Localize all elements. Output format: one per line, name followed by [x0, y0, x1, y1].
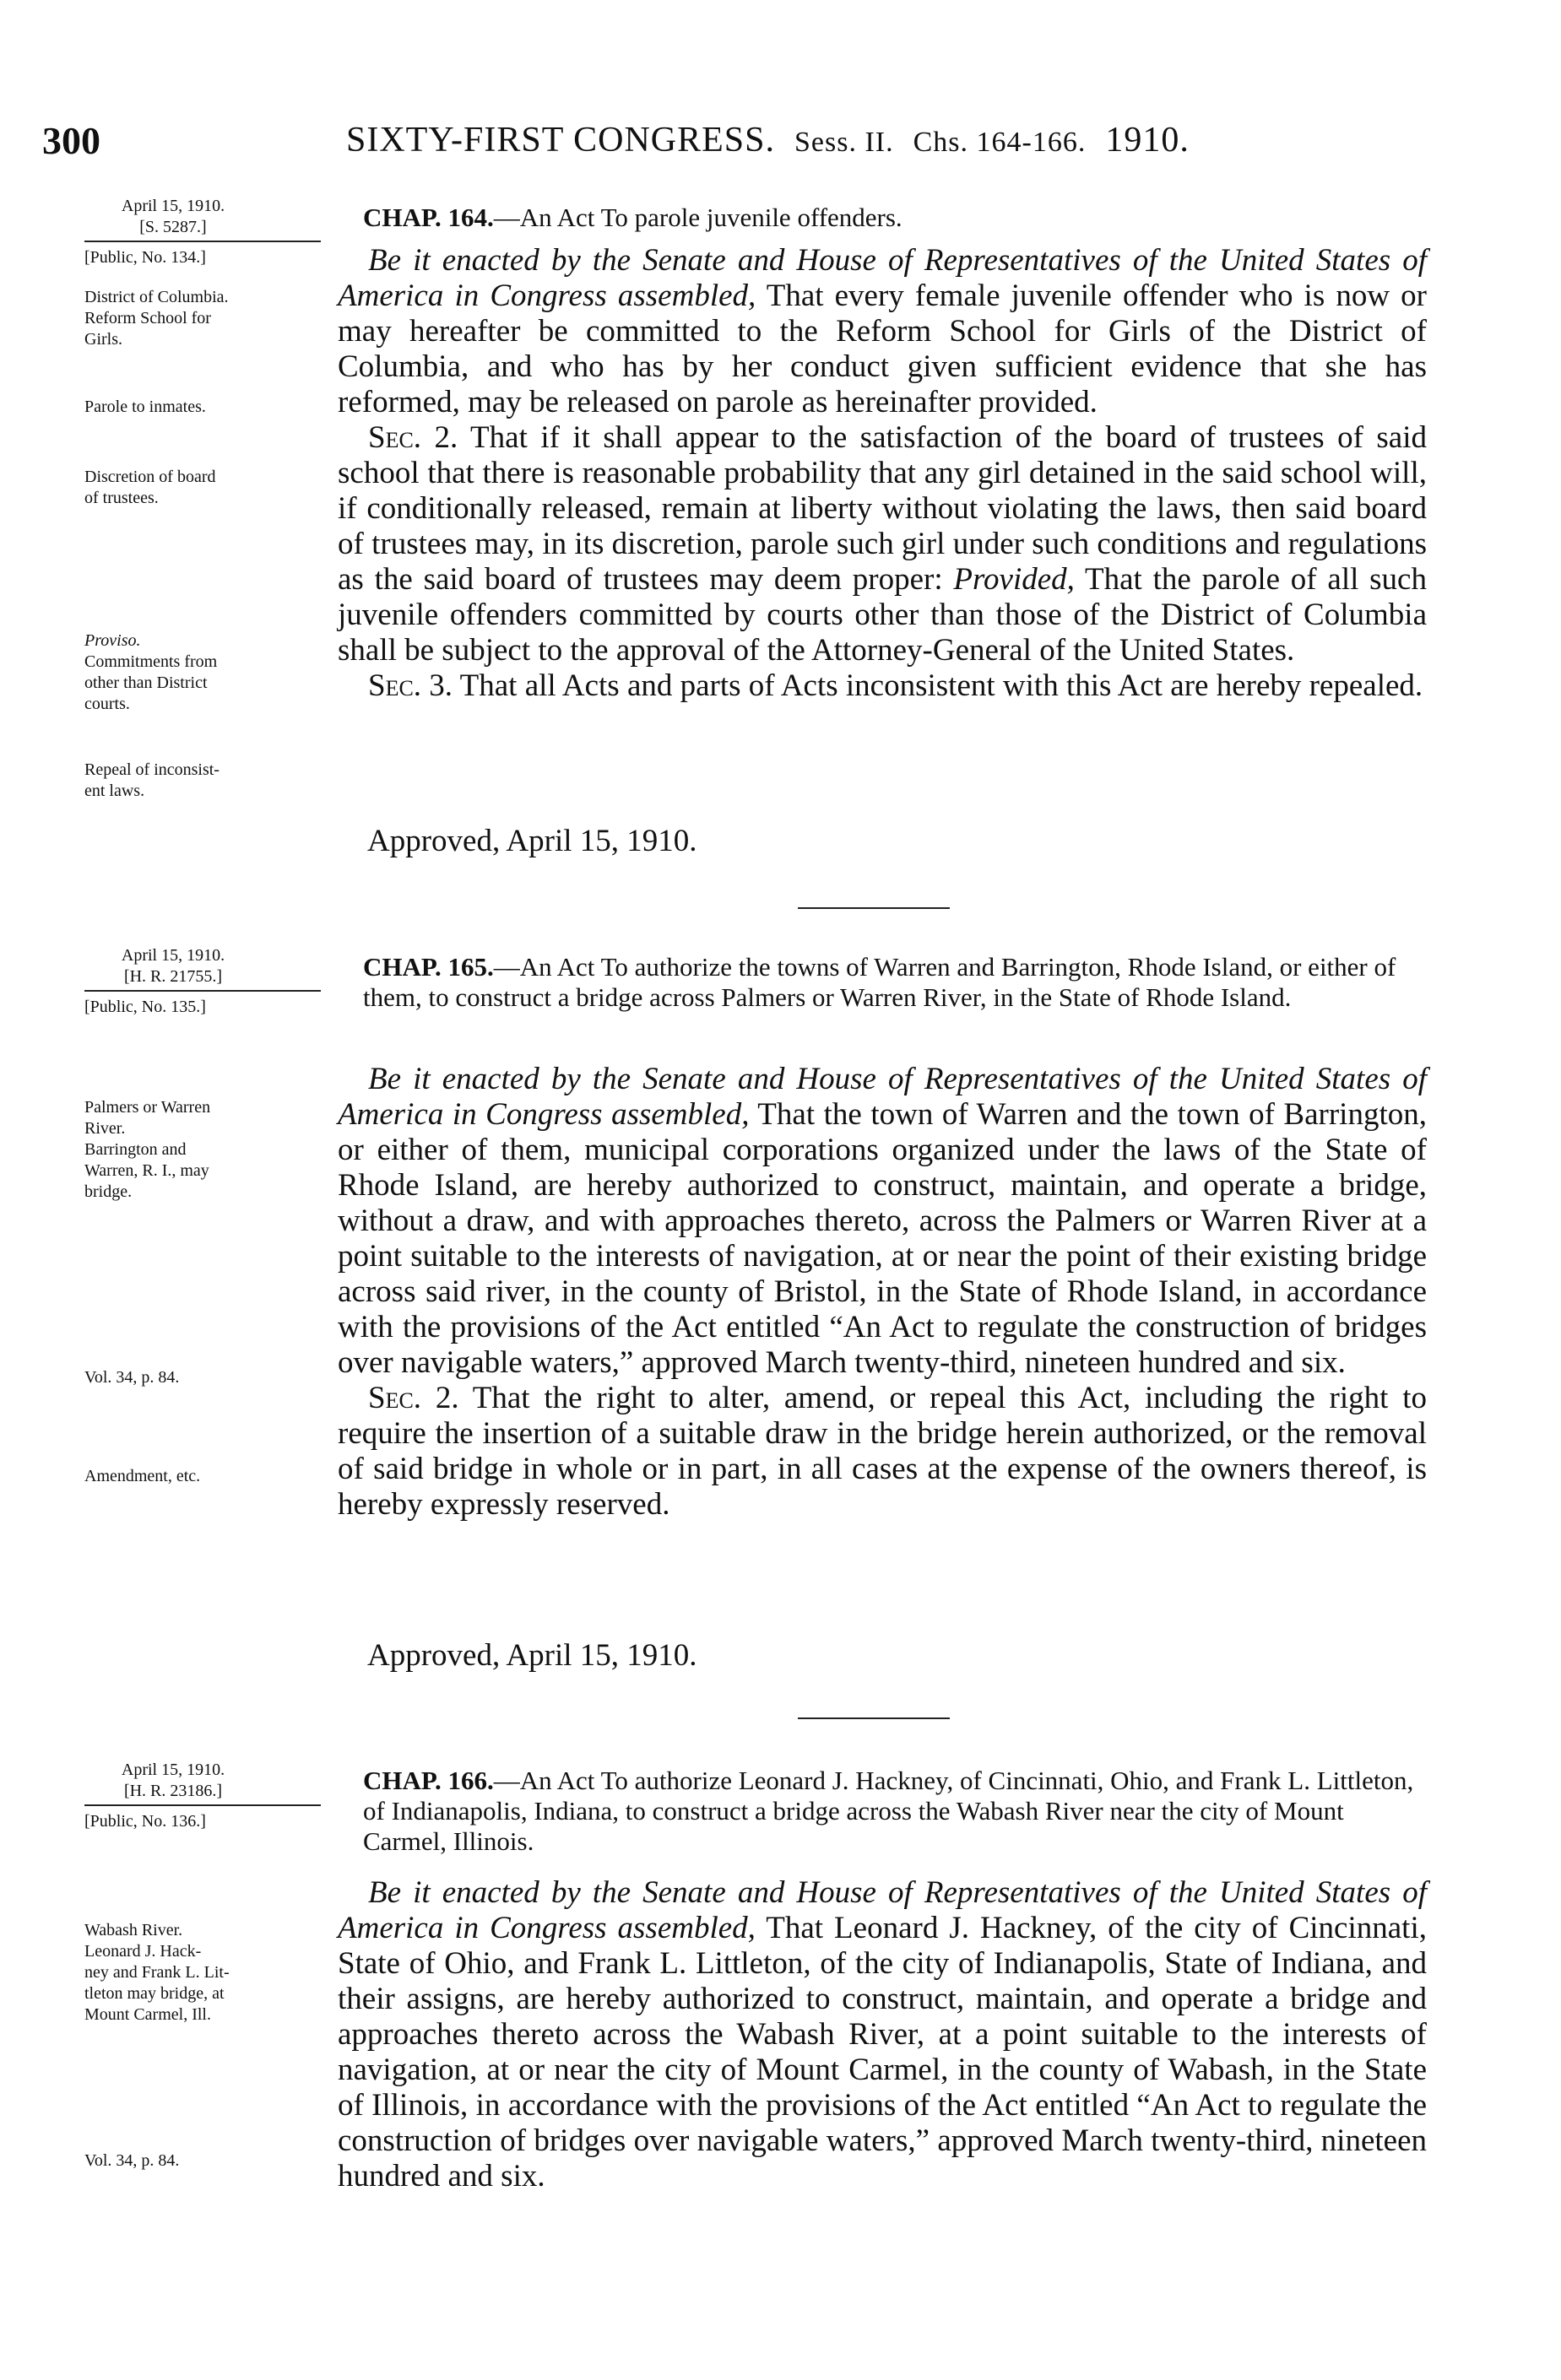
sidenote-line: bridge. [84, 1182, 133, 1201]
chap164-margin-citation [84, 196, 338, 268]
chap164-divider [798, 907, 950, 909]
sidenote-line: Repeal of inconsist- [84, 760, 220, 779]
chap164-public: [Public, No. 134.] [84, 248, 206, 267]
chap166-heading [363, 1766, 1427, 1857]
chap165-approved: Approved, April 15, 1910. [367, 1638, 697, 1673]
chap164-margin-rule [84, 241, 321, 242]
sidenote-line: Vol. 34, p. 84. [84, 1368, 180, 1387]
running-head [346, 120, 1190, 160]
chap165-margin-citation [84, 945, 338, 1018]
sidenote-line: other than District [84, 673, 208, 692]
chap164-section-3 [338, 668, 1427, 704]
sidenote-line: ent laws. [84, 782, 145, 800]
sidenote-line: Commitments from [84, 652, 218, 671]
chap165-bill: [H. R. 21755.] [123, 967, 223, 986]
chap164-provided: Provided, [953, 562, 1075, 597]
chap165-divider [798, 1717, 950, 1719]
running-head-year: 1910. [1105, 121, 1190, 160]
chap166-date: April 15, 1910. [121, 1761, 225, 1779]
chap164-section-2 [338, 420, 1427, 668]
chap166-section-1 [338, 1875, 1427, 2194]
chap165-public: [Public, No. 135.] [84, 998, 206, 1016]
chap165-sec2-text: That the right to alter, amend, or repeal this Act, including the right to require the insertion of a suitable draw in the bridge herein authorized, or the removal of said bridge in whole or in part, in all cases at the expense of the owners thereof, is hereby expressly reserved. [338, 1381, 1427, 1522]
chap166-body [338, 1875, 1427, 2194]
chap164-sidenote-dc [84, 287, 338, 350]
sidenote-line: Discretion of board [84, 468, 216, 486]
chap164-sec2-text-a: That if it shall appear to the satisfaction of the board of trustees of said school that there is reasonable probability that any girl detained in the said school will, if conditionally released, remain at liberty without violating the laws, then said board of trustees may, in its discretion, parole such girl under such conditions and regulations as the said board of trustees may deem proper: [338, 420, 1427, 597]
chap164-title: —An Act To parole juvenile offenders. [493, 203, 902, 232]
sidenote-line: Palmers or Warren [84, 1098, 211, 1117]
chap166-enacting-clause: Be it enacted by the Senate and House of Representatives of the United States of America in Congress assembled, [338, 1875, 1427, 1945]
sidenote-line: Leonard J. Hack- [84, 1942, 202, 1961]
chap165-sec1-text: That the town of Warren and the town of Barrington, or either of them, municipal corporations organized under the laws of the State of Rhode Island, are hereby authorized to construct, maintain, and operate a bridge, without a draw, and with approaches thereto, across the Palmers or Warren River at a point suitable to the interests of navigation, at or near the point of their existing bridge across said river, in the county of Bristol, in the State of Rhode Island, in accordance with the provisions of the Act entitled “An Act to regulate the construction of bridges over navigable waters,” approved March twenty-third, nineteen hundred and six. [338, 1097, 1427, 1380]
chap164-heading [363, 203, 1427, 233]
chap166-margin-rule [84, 1804, 321, 1806]
chap166-sidenote-vol [84, 2150, 338, 2172]
chap164-sidenote-parole [84, 397, 338, 418]
chap165-sidenote-amend [84, 1466, 338, 1487]
sidenote-line: Amendment, etc. [84, 1467, 201, 1485]
chap165-margin-rule [84, 990, 321, 992]
sidenote-line: Parole to inmates. [84, 398, 206, 416]
chap164-sec1-text: That every female juvenile offender who is now or may hereafter be committed to the Reform School for Girls of the District of Columbia, and who has by her conduct given sufficient evidence that she has reformed, may be released on parole as hereinafter provided. [338, 279, 1427, 419]
chap165-date: April 15, 1910. [121, 946, 225, 965]
sidenote-line: River. [84, 1119, 126, 1138]
chap164-label: CHAP. 164. [363, 203, 494, 232]
chap165-heading [363, 952, 1427, 1013]
chap166-sec1-text: That Leonard J. Hackney, of the city of Cincinnati, State of Ohio, and Frank L. Littleton, of the city of Indianapolis, State of Indiana, and their assigns, are hereby authorized to construct, maintain, and operate a bridge and approaches thereto across the Wabash River, at a point suitable to the interests of navigation, at or near the city of Mount Carmel, in the county of Wabash, in the State of Illinois, in accordance with the provisions of the Act entitled “An Act to regulate the construction of bridges over navigable waters,” approved March twenty-third, nineteen hundred and six. [338, 1911, 1427, 2193]
sidenote-line: Vol. 34, p. 84. [84, 2151, 180, 2170]
chap164-section-1 [338, 243, 1427, 420]
chap164-sidenote-proviso [84, 630, 338, 715]
sidenote-line: Reform School for [84, 309, 211, 327]
chap166-margin-citation [84, 1760, 338, 1832]
chap165-section-2 [338, 1381, 1427, 1523]
sidenote-line: courts. [84, 695, 130, 713]
chap165-sidenote-vol [84, 1367, 338, 1388]
running-head-session: Sess. II. [794, 127, 894, 158]
chap164-enacting-clause: Be it enacted by the Senate and House of Representatives of the United States of America in Congress assembled, [338, 243, 1427, 313]
chap164-sec2-text-b: That the parole of all such juvenile offenders committed by courts other than those of the District of Columbia shall be subject to the approval of the Attorney-General of the United States. [338, 562, 1427, 668]
chap165-title: —An Act To authorize the towns of Warren and Barrington, Rhode Island, or either of them, to construct a bridge across Palmers or Warren River, in the State of Rhode Island. [363, 952, 1396, 1012]
chap165-body [338, 1062, 1427, 1523]
chap165-sidenote-river [84, 1097, 338, 1203]
chap166-sidenote-river [84, 1920, 338, 2026]
chap164-approved: Approved, April 15, 1910. [367, 824, 697, 858]
running-head-congress: SIXTY-FIRST CONGRESS. [346, 121, 775, 160]
sidenote-line: Mount Carmel, Ill. [84, 2005, 211, 2024]
chap164-sidenote-discretion [84, 467, 338, 509]
chap165-enacting-clause: Be it enacted by the Senate and House of Representatives of the United States of America in Congress assembled, [338, 1062, 1427, 1132]
chap166-title: —An Act To authorize Leonard J. Hackney, of Cincinnati, Ohio, and Frank L. Littleton, of Indianapolis, Indiana, to construct a bridge across the Wabash River near the city of Mount Carmel, Illinois. [363, 1766, 1414, 1856]
chap165-section-1 [338, 1062, 1427, 1381]
chap166-public: [Public, No. 136.] [84, 1812, 206, 1831]
sidenote-line: Girls. [84, 330, 122, 349]
sidenote-line: Wabash River. [84, 1921, 183, 1939]
chap164-sec3-text: That all Acts and parts of Acts inconsistent with this Act are hereby repealed. [453, 668, 1423, 703]
chap164-sidenote-repeal [84, 760, 338, 802]
chap165-label: CHAP. 165. [363, 952, 494, 982]
chap166-label: CHAP. 166. [363, 1766, 494, 1795]
sidenote-line: Warren, R. I., may [84, 1161, 209, 1180]
sidenote-line: District of Columbia. [84, 288, 229, 306]
sidenote-line: of trustees. [84, 489, 159, 507]
chap164-sec3-label: Sec. 3. [368, 668, 453, 703]
running-head-chapters: Chs. 164-166. [913, 127, 1087, 158]
chap166-bill: [H. R. 23186.] [123, 1782, 223, 1800]
chap164-body [338, 243, 1427, 704]
chap164-sec2-label: Sec. 2. [368, 420, 458, 455]
page-number: 300 [42, 119, 100, 162]
page-header [42, 118, 1435, 169]
sidenote-line: Barrington and [84, 1140, 187, 1159]
chap164-date: April 15, 1910. [121, 197, 225, 215]
chap164-bill: [S. 5287.] [139, 218, 207, 236]
sidenote-line: ney and Frank L. Lit- [84, 1963, 230, 1982]
chap165-sec2-label: Sec. 2. [368, 1381, 459, 1415]
sidenote-line: tleton may bridge, at [84, 1984, 225, 2003]
sidenote-line: Proviso. [84, 631, 141, 650]
